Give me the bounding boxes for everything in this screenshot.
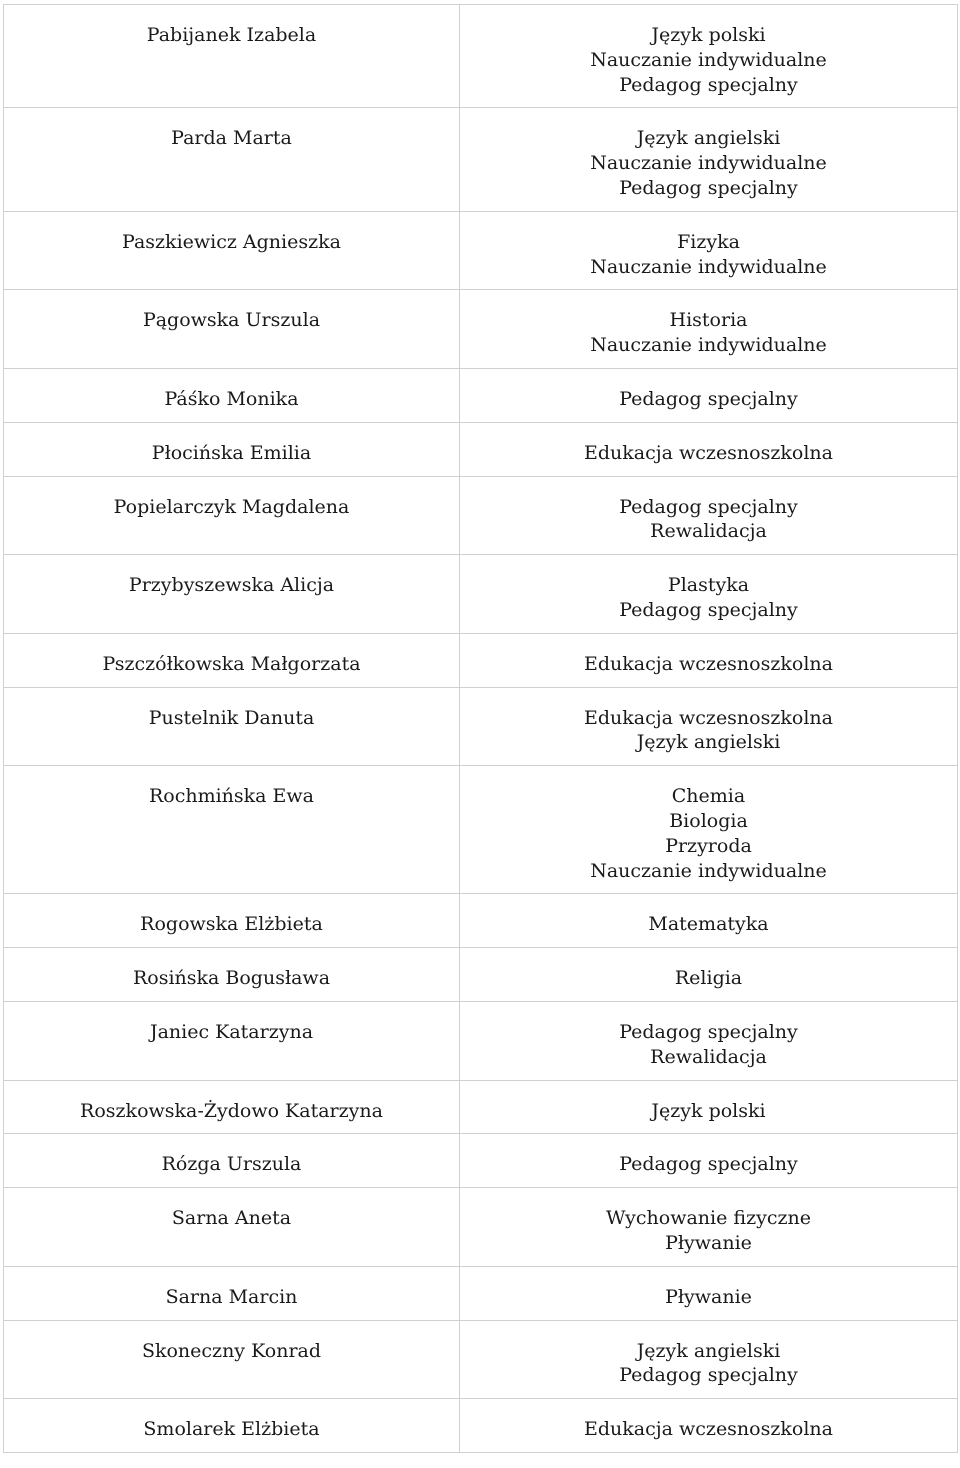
table-row xyxy=(4,1399,958,1453)
subjects-cell xyxy=(460,1320,958,1399)
subject-item: Pływanie xyxy=(665,1285,752,1308)
subject-item: Nauczanie indywidualne xyxy=(590,334,827,357)
subject-item: Fizyka xyxy=(677,230,740,253)
teacher-name-cell: Rochmińska Ewa xyxy=(4,766,460,894)
subject-item: Pływanie xyxy=(665,1231,752,1254)
table-row xyxy=(4,948,958,1002)
subjects-cell xyxy=(460,1134,958,1188)
staff-table-body xyxy=(4,5,958,1453)
table-row xyxy=(4,894,958,948)
table-row xyxy=(4,290,958,369)
teacher-name-cell: Sarna Marcin xyxy=(4,1266,460,1320)
subject-item: Język angielski xyxy=(636,1339,781,1362)
subject-item: Edukacja wczesnoszkolna xyxy=(584,1418,833,1441)
subject-item: Matematyka xyxy=(648,913,769,936)
table-row xyxy=(4,1001,958,1080)
table-row xyxy=(4,476,958,555)
table-row xyxy=(4,1134,958,1188)
subject-item: Religia xyxy=(674,967,743,990)
teacher-name-cell: Pszczółkowska Małgorzata xyxy=(4,633,460,687)
teacher-name-cell: Popielarczyk Magdalena xyxy=(4,476,460,555)
subject-item: Pedagog specjalny xyxy=(619,1020,798,1043)
subjects-cell xyxy=(460,1266,958,1320)
subject-item: Edukacja wczesnoszkolna xyxy=(584,706,833,729)
table-row xyxy=(4,108,958,211)
teacher-name-cell: Sarna Aneta xyxy=(4,1188,460,1267)
teacher-name-cell: Pągowska Urszula xyxy=(4,290,460,369)
teacher-name-cell: Rosińska Bogusława xyxy=(4,948,460,1002)
subjects-cell xyxy=(460,1188,958,1267)
subject-item: Język polski xyxy=(651,24,766,46)
subject-item: Edukacja wczesnoszkolna xyxy=(584,441,833,464)
subjects-cell xyxy=(460,1001,958,1080)
subject-item: Biologia xyxy=(669,809,748,832)
teacher-name-cell: Parda Marta xyxy=(4,108,460,211)
subject-item: Język angielski xyxy=(636,127,781,150)
subject-item: Pedagog specjalny xyxy=(619,1153,798,1176)
subject-item: Nauczanie indywidualne xyxy=(590,859,827,882)
teacher-name-cell: Paszkiewicz Agnieszka xyxy=(4,211,460,290)
table-row xyxy=(4,211,958,290)
subjects-cell xyxy=(460,894,958,948)
teacher-name-cell: Roszkowska-Żydowo Katarzyna xyxy=(4,1080,460,1134)
table-row xyxy=(4,1320,958,1399)
table-row xyxy=(4,368,958,422)
subjects-cell xyxy=(460,422,958,476)
subjects-cell xyxy=(460,687,958,766)
subjects-cell xyxy=(460,633,958,687)
subject-item: Historia xyxy=(669,309,748,332)
subject-item: Rewalidacja xyxy=(650,1045,767,1068)
subjects-cell xyxy=(460,1399,958,1453)
subject-item: Wychowanie fizyczne xyxy=(606,1207,811,1230)
table-row xyxy=(4,1188,958,1267)
subject-item: Pedagog specjalny xyxy=(619,598,798,621)
teacher-name-cell: Przybyszewska Alicja xyxy=(4,555,460,634)
teacher-name-cell: Płocińska Emilia xyxy=(4,422,460,476)
subjects-cell xyxy=(460,5,958,108)
table-row xyxy=(4,687,958,766)
subjects-cell xyxy=(460,766,958,894)
subject-item: Chemia xyxy=(671,785,746,808)
subject-item: Pedagog specjalny xyxy=(619,73,798,96)
subjects-cell xyxy=(460,290,958,369)
subject-item: Rewalidacja xyxy=(650,520,767,543)
table-row xyxy=(4,1266,958,1320)
staff-subject-table xyxy=(3,4,958,1453)
subject-item: Język angielski xyxy=(636,731,781,754)
teacher-name-cell: Pabijanek Izabela xyxy=(4,5,460,108)
subject-item: Przyroda xyxy=(665,834,752,857)
subject-item: Plastyka xyxy=(667,574,750,597)
teacher-name-cell: Rogowska Elżbieta xyxy=(4,894,460,948)
subject-item: Pedagog specjalny xyxy=(619,495,798,518)
table-row xyxy=(4,5,958,108)
table-row xyxy=(4,555,958,634)
subject-item: Nauczanie indywidualne xyxy=(590,152,827,175)
subjects-cell xyxy=(460,211,958,290)
teacher-name-cell: Páśko Monika xyxy=(4,368,460,422)
table-row xyxy=(4,422,958,476)
subject-item: Nauczanie indywidualne xyxy=(590,48,827,71)
table-row xyxy=(4,633,958,687)
subjects-cell xyxy=(460,368,958,422)
subjects-cell xyxy=(460,948,958,1002)
teacher-name-cell: Pustelnik Danuta xyxy=(4,687,460,766)
teacher-name-cell: Skoneczny Konrad xyxy=(4,1320,460,1399)
table-row xyxy=(4,1080,958,1134)
subject-item: Pedagog specjalny xyxy=(619,387,798,410)
subject-item: Język polski xyxy=(651,1099,766,1122)
teacher-name-cell: Janiec Katarzyna xyxy=(4,1001,460,1080)
table-row xyxy=(4,766,958,894)
subjects-cell xyxy=(460,1080,958,1134)
subjects-cell xyxy=(460,476,958,555)
subjects-cell xyxy=(460,555,958,634)
subject-item: Pedagog specjalny xyxy=(619,1364,798,1387)
subject-item: Pedagog specjalny xyxy=(619,176,798,199)
teacher-name-cell: Rózga Urszula xyxy=(4,1134,460,1188)
subjects-cell xyxy=(460,108,958,211)
teacher-name-cell: Smolarek Elżbieta xyxy=(4,1399,460,1453)
subject-item: Nauczanie indywidualne xyxy=(590,255,827,278)
subject-item: Edukacja wczesnoszkolna xyxy=(584,652,833,675)
